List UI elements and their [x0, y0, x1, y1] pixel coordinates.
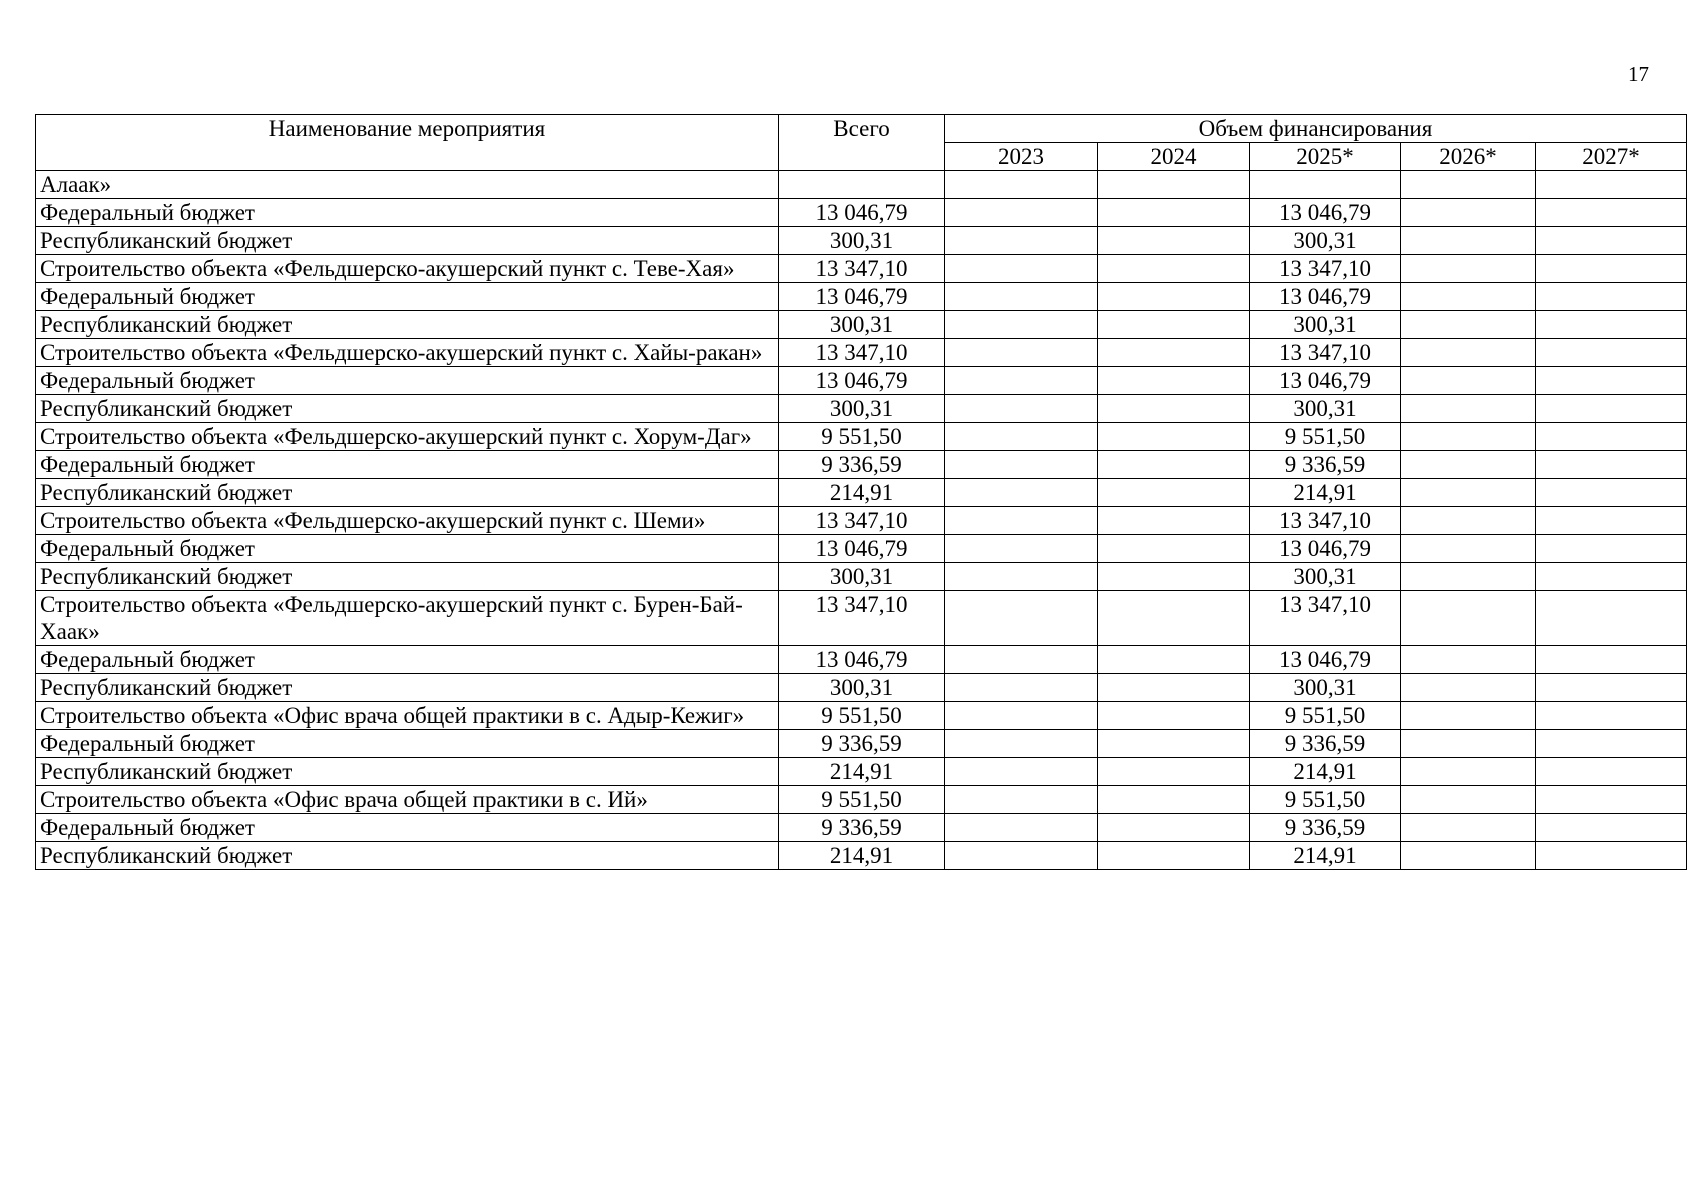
cell-2025: 9 336,59	[1250, 730, 1401, 758]
cell-2025: 13 347,10	[1250, 591, 1401, 646]
cell-total: 13 046,79	[779, 283, 945, 311]
cell-2024	[1098, 730, 1250, 758]
cell-2024	[1098, 786, 1250, 814]
cell-2027	[1536, 283, 1687, 311]
column-header-year-2026: 2026*	[1401, 143, 1536, 171]
cell-2025: 13 347,10	[1250, 507, 1401, 535]
cell-2027	[1536, 395, 1687, 423]
cell-2023	[945, 758, 1098, 786]
table-row	[36, 591, 1687, 646]
cell-2027	[1536, 702, 1687, 730]
cell-2026	[1401, 646, 1536, 674]
table-row	[36, 535, 1687, 563]
cell-2027	[1536, 227, 1687, 255]
cell-2026	[1401, 758, 1536, 786]
cell-total: 13 046,79	[779, 535, 945, 563]
cell-2026	[1401, 535, 1536, 563]
cell-2027	[1536, 730, 1687, 758]
cell-2025: 13 347,10	[1250, 255, 1401, 283]
cell-2027	[1536, 674, 1687, 702]
cell-total: 9 336,59	[779, 451, 945, 479]
column-header-funding-group: Объем финансирования	[945, 115, 1687, 143]
cell-2026	[1401, 423, 1536, 451]
cell-2024	[1098, 479, 1250, 507]
cell-2025: 13 046,79	[1250, 199, 1401, 227]
cell-2026	[1401, 283, 1536, 311]
cell-total: 9 551,50	[779, 786, 945, 814]
cell-name: Федеральный бюджет	[36, 451, 779, 479]
cell-2024	[1098, 367, 1250, 395]
cell-name: Республиканский бюджет	[36, 842, 779, 870]
cell-2025: 300,31	[1250, 563, 1401, 591]
table-row	[36, 786, 1687, 814]
cell-2024	[1098, 283, 1250, 311]
cell-2023	[945, 563, 1098, 591]
cell-2025: 13 046,79	[1250, 535, 1401, 563]
table-header	[36, 115, 1687, 171]
cell-2026	[1401, 451, 1536, 479]
cell-2024	[1098, 227, 1250, 255]
cell-2026	[1401, 591, 1536, 646]
cell-total: 13 347,10	[779, 591, 945, 646]
cell-2024	[1098, 563, 1250, 591]
cell-2025: 9 551,50	[1250, 702, 1401, 730]
cell-2025: 9 336,59	[1250, 814, 1401, 842]
cell-2027	[1536, 199, 1687, 227]
cell-2025: 13 046,79	[1250, 283, 1401, 311]
cell-2024	[1098, 423, 1250, 451]
cell-2023	[945, 479, 1098, 507]
cell-2025: 300,31	[1250, 227, 1401, 255]
cell-name: Республиканский бюджет	[36, 227, 779, 255]
table-row	[36, 730, 1687, 758]
cell-2026	[1401, 786, 1536, 814]
cell-2027	[1536, 479, 1687, 507]
funding-table	[35, 114, 1687, 870]
cell-2024	[1098, 311, 1250, 339]
cell-2023	[945, 423, 1098, 451]
cell-name: Строительство объекта «Фельдшерско-акушерский пункт с. Хорум-Даг»	[36, 423, 779, 451]
cell-2027	[1536, 507, 1687, 535]
cell-name: Республиканский бюджет	[36, 674, 779, 702]
cell-2023	[945, 339, 1098, 367]
table-row	[36, 842, 1687, 870]
cell-2027	[1536, 563, 1687, 591]
table-body	[36, 171, 1687, 870]
cell-total: 300,31	[779, 311, 945, 339]
table-row	[36, 702, 1687, 730]
cell-2027	[1536, 451, 1687, 479]
cell-name: Строительство объекта «Офис врача общей практики в с. Ий»	[36, 786, 779, 814]
cell-2025: 13 347,10	[1250, 339, 1401, 367]
cell-2023	[945, 395, 1098, 423]
cell-2023	[945, 842, 1098, 870]
cell-2025: 9 551,50	[1250, 786, 1401, 814]
column-header-year-2025: 2025*	[1250, 143, 1401, 171]
table-row	[36, 227, 1687, 255]
cell-2026	[1401, 702, 1536, 730]
cell-total: 13 046,79	[779, 646, 945, 674]
cell-2027	[1536, 814, 1687, 842]
cell-total: 300,31	[779, 395, 945, 423]
cell-total: 214,91	[779, 842, 945, 870]
column-header-total: Всего	[779, 115, 945, 171]
cell-2024	[1098, 646, 1250, 674]
cell-2023	[945, 730, 1098, 758]
table-row	[36, 423, 1687, 451]
cell-2024	[1098, 702, 1250, 730]
cell-total: 300,31	[779, 674, 945, 702]
cell-2027	[1536, 311, 1687, 339]
column-header-name: Наименование мероприятия	[36, 115, 779, 171]
cell-2024	[1098, 758, 1250, 786]
cell-2024	[1098, 842, 1250, 870]
cell-2026	[1401, 395, 1536, 423]
cell-name: Федеральный бюджет	[36, 283, 779, 311]
table-row	[36, 674, 1687, 702]
cell-name: Строительство объекта «Фельдшерско-акушерский пункт с. Шеми»	[36, 507, 779, 535]
table-row	[36, 283, 1687, 311]
cell-name: Строительство объекта «Офис врача общей практики в с. Адыр-Кежиг»	[36, 702, 779, 730]
cell-2027	[1536, 255, 1687, 283]
table-row	[36, 814, 1687, 842]
page-number: 17	[1628, 62, 1649, 86]
cell-2024	[1098, 171, 1250, 199]
cell-2023	[945, 227, 1098, 255]
cell-total: 214,91	[779, 479, 945, 507]
cell-2025: 300,31	[1250, 311, 1401, 339]
cell-2027	[1536, 591, 1687, 646]
cell-2027	[1536, 758, 1687, 786]
cell-name: Федеральный бюджет	[36, 367, 779, 395]
cell-total: 13 347,10	[779, 339, 945, 367]
cell-2023	[945, 171, 1098, 199]
cell-name: Федеральный бюджет	[36, 814, 779, 842]
cell-2023	[945, 674, 1098, 702]
cell-2026	[1401, 367, 1536, 395]
cell-2026	[1401, 730, 1536, 758]
table-row	[36, 479, 1687, 507]
column-header-year-2024: 2024	[1098, 143, 1250, 171]
cell-name: Алаак»	[36, 171, 779, 199]
table-row	[36, 451, 1687, 479]
cell-2026	[1401, 255, 1536, 283]
cell-2023	[945, 786, 1098, 814]
cell-2023	[945, 591, 1098, 646]
cell-total: 300,31	[779, 227, 945, 255]
cell-2025: 9 336,59	[1250, 451, 1401, 479]
table-row	[36, 199, 1687, 227]
table-row	[36, 395, 1687, 423]
cell-name: Республиканский бюджет	[36, 311, 779, 339]
cell-2026	[1401, 842, 1536, 870]
cell-2024	[1098, 507, 1250, 535]
cell-2026	[1401, 339, 1536, 367]
cell-2027	[1536, 171, 1687, 199]
cell-2024	[1098, 395, 1250, 423]
cell-total: 9 551,50	[779, 702, 945, 730]
cell-2026	[1401, 674, 1536, 702]
cell-name: Республиканский бюджет	[36, 395, 779, 423]
cell-2024	[1098, 339, 1250, 367]
cell-2023	[945, 646, 1098, 674]
table-row	[36, 507, 1687, 535]
cell-2024	[1098, 451, 1250, 479]
cell-total: 13 046,79	[779, 199, 945, 227]
cell-2026	[1401, 227, 1536, 255]
table-row	[36, 758, 1687, 786]
cell-2026	[1401, 814, 1536, 842]
cell-2025: 214,91	[1250, 842, 1401, 870]
table-row	[36, 339, 1687, 367]
cell-2026	[1401, 479, 1536, 507]
cell-2024	[1098, 535, 1250, 563]
cell-total: 300,31	[779, 563, 945, 591]
cell-2027	[1536, 367, 1687, 395]
cell-2027	[1536, 786, 1687, 814]
cell-2027	[1536, 842, 1687, 870]
cell-2023	[945, 199, 1098, 227]
cell-2024	[1098, 591, 1250, 646]
cell-2023	[945, 535, 1098, 563]
cell-name: Федеральный бюджет	[36, 199, 779, 227]
cell-2027	[1536, 646, 1687, 674]
cell-total: 9 336,59	[779, 814, 945, 842]
table-row	[36, 367, 1687, 395]
table-row	[36, 171, 1687, 199]
cell-2026	[1401, 171, 1536, 199]
cell-total: 214,91	[779, 758, 945, 786]
table-row	[36, 311, 1687, 339]
cell-2027	[1536, 535, 1687, 563]
cell-2026	[1401, 199, 1536, 227]
cell-total: 9 551,50	[779, 423, 945, 451]
table-row	[36, 563, 1687, 591]
cell-2023	[945, 814, 1098, 842]
cell-total	[779, 171, 945, 199]
cell-name: Республиканский бюджет	[36, 563, 779, 591]
cell-2025: 13 046,79	[1250, 646, 1401, 674]
cell-2027	[1536, 423, 1687, 451]
table-row	[36, 646, 1687, 674]
cell-total: 13 046,79	[779, 367, 945, 395]
cell-name: Строительство объекта «Фельдшерско-акушерский пункт с. Хайы-ракан»	[36, 339, 779, 367]
cell-2023	[945, 507, 1098, 535]
cell-2024	[1098, 255, 1250, 283]
cell-2026	[1401, 311, 1536, 339]
cell-2024	[1098, 674, 1250, 702]
cell-2023	[945, 367, 1098, 395]
cell-2023	[945, 451, 1098, 479]
cell-total: 13 347,10	[779, 507, 945, 535]
cell-name: Федеральный бюджет	[36, 535, 779, 563]
cell-2026	[1401, 507, 1536, 535]
column-header-year-2027: 2027*	[1536, 143, 1687, 171]
cell-2027	[1536, 339, 1687, 367]
column-header-year-2023: 2023	[945, 143, 1098, 171]
cell-2025: 300,31	[1250, 395, 1401, 423]
cell-total: 13 347,10	[779, 255, 945, 283]
cell-name: Федеральный бюджет	[36, 646, 779, 674]
cell-2023	[945, 702, 1098, 730]
cell-name: Республиканский бюджет	[36, 479, 779, 507]
cell-name: Строительство объекта «Фельдшерско-акушерский пункт с. Теве-Хая»	[36, 255, 779, 283]
cell-2023	[945, 283, 1098, 311]
cell-2026	[1401, 563, 1536, 591]
cell-2025: 9 551,50	[1250, 423, 1401, 451]
cell-2024	[1098, 814, 1250, 842]
cell-2023	[945, 255, 1098, 283]
cell-2025: 214,91	[1250, 758, 1401, 786]
cell-2023	[945, 311, 1098, 339]
cell-name: Строительство объекта «Фельдшерско-акушерский пункт с. Бурен-Бай-Хаак»	[36, 591, 779, 646]
cell-total: 9 336,59	[779, 730, 945, 758]
cell-2025	[1250, 171, 1401, 199]
cell-2025: 13 046,79	[1250, 367, 1401, 395]
cell-2024	[1098, 199, 1250, 227]
cell-2025: 214,91	[1250, 479, 1401, 507]
table-row	[36, 255, 1687, 283]
cell-2025: 300,31	[1250, 674, 1401, 702]
cell-name: Республиканский бюджет	[36, 758, 779, 786]
cell-name: Федеральный бюджет	[36, 730, 779, 758]
